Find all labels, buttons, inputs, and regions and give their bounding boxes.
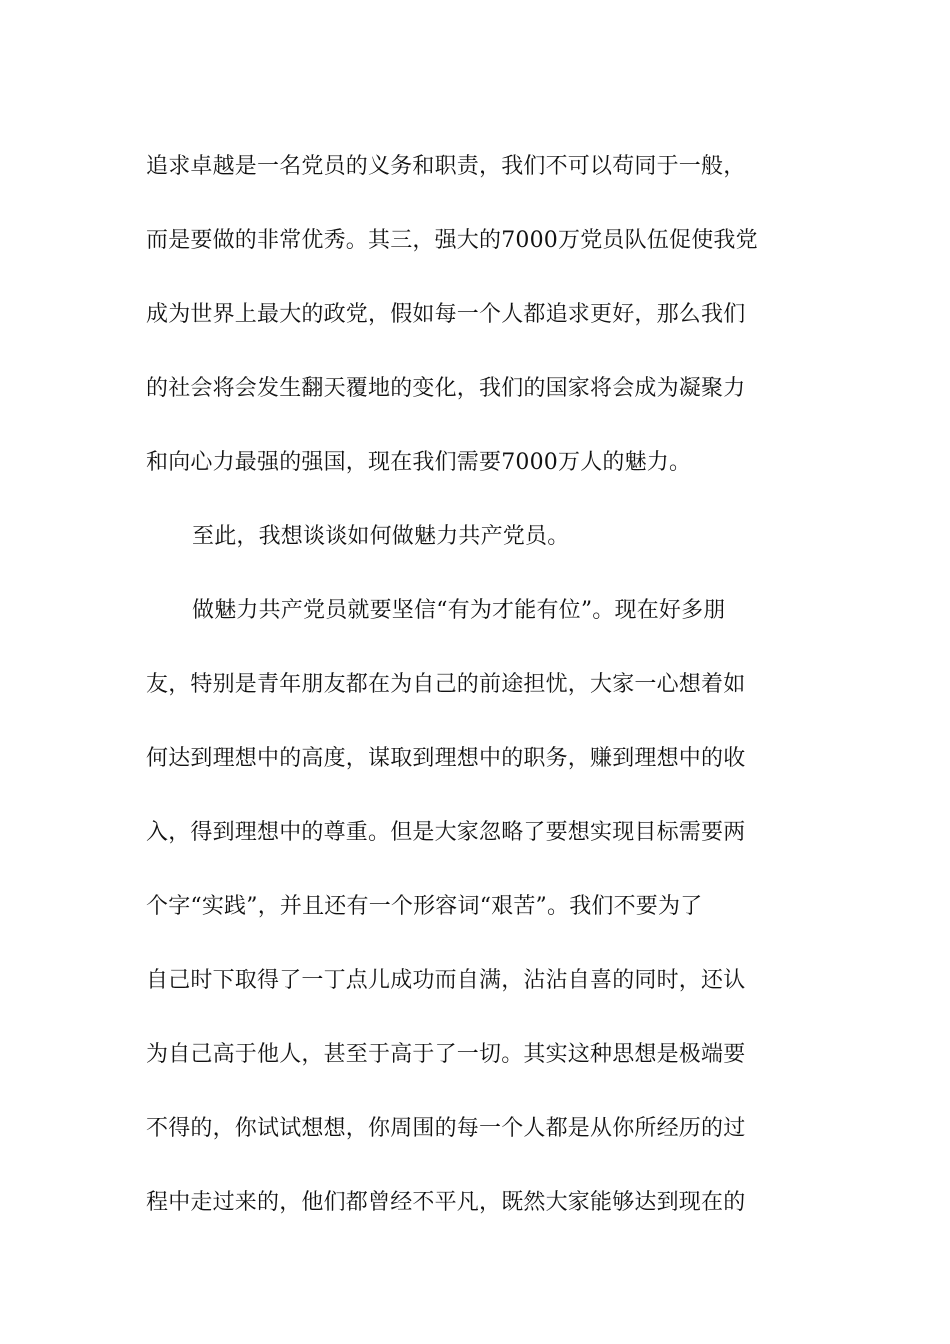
- paragraph-line: 而是要做的非常优秀。其三，强大的7000万党员队伍促使我党: [146, 228, 758, 253]
- paragraph-line: 程中走过来的，他们都曾经不平凡，既然大家能够达到现在的: [146, 1190, 746, 1215]
- paragraph-line: 追求卓越是一名党员的义务和职责，我们不可以苟同于一般，: [146, 154, 746, 179]
- paragraph-line: 入，得到理想中的尊重。但是大家忽略了要想实现目标需要两: [146, 820, 746, 845]
- paragraph-line: 不得的，你试试想想，你周围的每一个人都是从你所经历的过: [146, 1116, 746, 1141]
- document-text: [146, 130, 808, 1240]
- paragraph-line: 自己时下取得了一丁点儿成功而自满，沾沾自喜的同时，还认: [146, 968, 746, 993]
- paragraph-line: 和向心力最强的强国，现在我们需要7000万人的魅力。: [146, 450, 692, 475]
- paragraph-line: 成为世界上最大的政党，假如每一个人都追求更好，那么我们: [146, 302, 746, 327]
- paragraph-line: 友，特别是青年朋友都在为自己的前途担忧，大家一心想着如: [146, 672, 746, 697]
- paragraph-line: 何达到理想中的高度，谋取到理想中的职务，赚到理想中的收: [146, 746, 746, 771]
- paragraph-line: 做魅力共产党员就要坚信“有为才能有位”。现在好多朋: [192, 598, 726, 623]
- paragraph-line: 的社会将会发生翻天覆地的变化，我们的国家将会成为凝聚力: [146, 376, 746, 401]
- paragraph-line: 为自己高于他人，甚至于高于了一切。其实这种思想是极端要: [146, 1042, 746, 1067]
- paragraph-line: 至此，我想谈谈如何做魅力共产党员。: [192, 524, 570, 549]
- paragraph-line: 个字“实践”，并且还有一个形容词“艰苦”。我们不要为了: [146, 894, 703, 919]
